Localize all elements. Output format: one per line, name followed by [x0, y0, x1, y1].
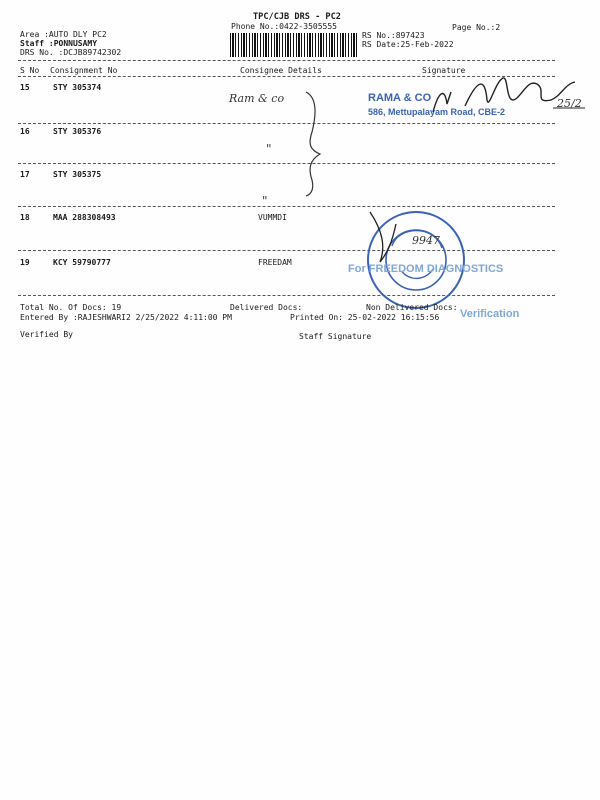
row-sno: 16: [20, 127, 30, 136]
drs-number: DRS No. :DCJB89742302: [20, 48, 122, 57]
row-consignment: STY 305374: [53, 83, 102, 92]
freedom-stamp: For FREEDOM DIAGNOSTICS: [348, 263, 504, 275]
handwritten-phone: 9947: [412, 234, 440, 247]
rs-date: RS Date:25-Feb-2022: [362, 40, 454, 49]
handwritten-ditto: ": [266, 142, 272, 156]
column-header-signature: Signature: [422, 66, 466, 75]
entered-by: Entered By :RAJESHWARI2 2/25/2022 4:11:00 PM: [20, 313, 232, 322]
verification-stamp: Verification: [460, 308, 520, 320]
staff-signature: Staff Signature: [299, 332, 372, 341]
round-company-stamp: [362, 206, 472, 316]
column-header-sno: S No: [20, 66, 40, 75]
column-header-consignee: Consignee Details: [240, 66, 322, 75]
total-docs: Total No. Of Docs: 19: [20, 303, 122, 312]
rama-stamp-title: RAMA & CO: [368, 92, 432, 104]
row-consignment: STY 305375: [53, 170, 102, 179]
row-sno: 15: [20, 83, 30, 92]
barcode: [230, 33, 357, 57]
document-title: TPC/CJB DRS - PC2: [253, 12, 341, 22]
rama-stamp-address: 586, Mettupalayam Road, CBE-2: [368, 107, 506, 117]
row-sno: 17: [20, 170, 30, 179]
handwritten-consignee: Ram & co: [229, 92, 285, 105]
signature-date: 25/2: [557, 97, 582, 110]
staff-field: Staff :PONNUSAMY: [20, 39, 98, 48]
non-delivered-docs: Non Delivered Docs:: [366, 303, 458, 312]
row-consignee: VUMMDI: [258, 213, 287, 222]
page-number: Page No.:2: [452, 23, 501, 32]
rs-number: RS No.:897423: [362, 31, 425, 40]
row-sno: 18: [20, 213, 30, 222]
verified-by: Verified By: [20, 330, 73, 339]
row-consignee: FREEDAM: [258, 258, 292, 267]
delivered-docs: Delivered Docs:: [230, 303, 303, 312]
column-header-consignment: Consignment No: [50, 66, 118, 75]
row-consignment: MAA 288308493: [53, 213, 116, 222]
phone-number: Phone No.:0422-3505555: [231, 22, 337, 31]
row-consignment: STY 305376: [53, 127, 102, 136]
row-sno: 19: [20, 258, 30, 267]
area-field: Area :AUTO DLY PC2: [20, 30, 107, 39]
handwritten-ditto: ": [262, 194, 268, 208]
row-consignment: KCY 59790777: [53, 258, 111, 267]
printed-on: Printed On: 25-02-2022 16:15:56: [290, 313, 440, 322]
brace-mark: [300, 88, 330, 198]
